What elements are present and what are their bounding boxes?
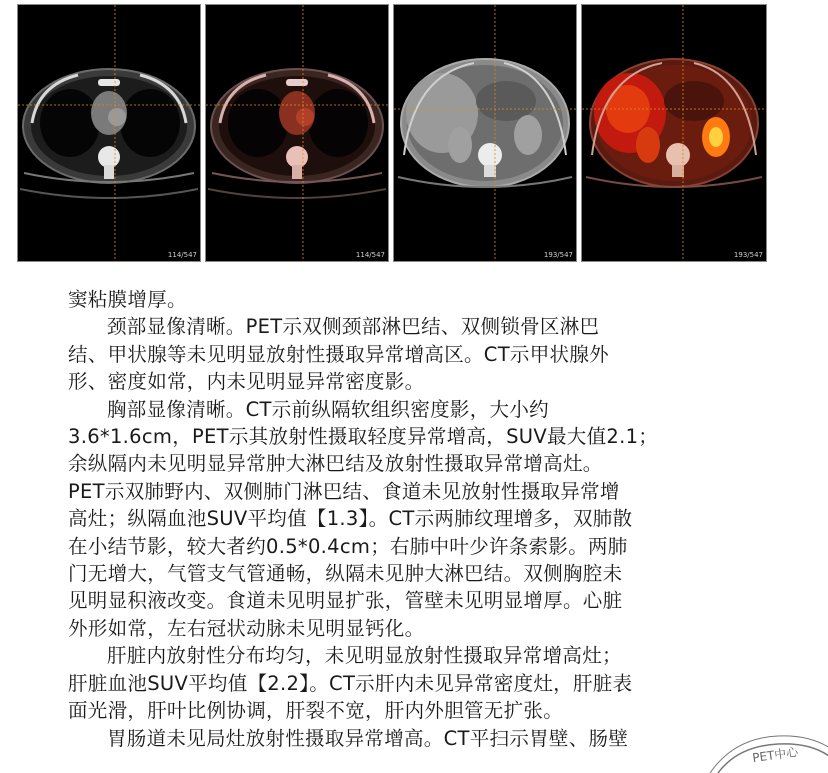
scan-panel-chest-ct[interactable]	[18, 5, 200, 261]
text-line: 胸部显像清晰。CT示前纵隔软组织密度影，大小约	[107, 397, 549, 421]
text-line: 高灶；纵隔血池SUV平均值【1.3】。CT示两肺纹理增多，双肺散	[68, 507, 633, 531]
text-line: 肝脏内放射性分布均匀，未见明显放射性摄取异常增高灶；	[107, 644, 622, 668]
chest-fusion-image	[206, 5, 388, 261]
text-line: 在小结节影，较大者约0.5*0.4cm；右肺中叶少许条索影。两肺	[68, 534, 628, 558]
report-paragraph-liver	[68, 642, 768, 724]
text-line: 胃肠道未见局灶放射性摄取异常增高。CT平扫示胃壁、肠壁	[107, 726, 629, 750]
text-line: 余纵隔内未见明显异常肿大淋巴结及放射性摄取异常增高灶。	[68, 452, 603, 476]
text-line: 外形如常，左右冠状动脉未见明显钙化。	[68, 616, 425, 640]
text-line: 结、甲状腺等未见明显放射性摄取异常增高区。CT示甲状腺外	[68, 342, 609, 366]
abdomen-fusion-image	[582, 5, 766, 261]
scan-image-strip	[18, 5, 788, 261]
text-line: 肝脏血池SUV平均值【2.2】。CT示肝内未见异常密度灶，肝脏表	[68, 671, 633, 695]
scan-panel-chest-fusion[interactable]	[206, 5, 388, 261]
scan-panel-abdomen-ct[interactable]	[394, 5, 576, 261]
scan-panel-abdomen-fusion[interactable]	[582, 5, 766, 261]
text-line: PET示双肺野内、双侧肺门淋巴结、食道未见放射性摄取异常增	[68, 479, 620, 503]
text-line: 颈部显像清晰。PET示双侧颈部淋巴结、双侧锁骨区淋巴	[107, 315, 600, 339]
stamp-seal	[708, 724, 828, 773]
text-line: 面光滑，肝叶比例协调，肝裂不宽，肝内外胆管无扩张。	[68, 699, 564, 723]
text-line: 形、密度如常，内未见明显异常密度影。	[68, 370, 425, 394]
text-line: 3.6*1.6cm，PET示其放射性摄取轻度异常增高，SUV最大值2.1；	[68, 425, 659, 449]
report-paragraph-sinus	[68, 286, 768, 313]
text-line: 门无增大，气管支气管通畅，纵隔未见肿大淋巴结。双侧胸腔未	[68, 562, 623, 586]
slice-counter: 193/547	[733, 251, 763, 259]
report-paragraph-chest	[68, 396, 768, 643]
institution-stamp	[708, 724, 828, 773]
text-line: 窦粘膜增厚。	[68, 288, 187, 311]
report-body	[68, 286, 768, 752]
abdomen-ct-image	[394, 5, 576, 261]
slice-counter: 114/547	[355, 251, 385, 259]
slice-counter: 193/547	[543, 251, 573, 259]
report-paragraph-neck	[68, 313, 768, 395]
stamp-text: PET中心	[751, 744, 800, 766]
text-line: 见明显积液改变。食道未见明显扩张，管壁未见明显增厚。心脏	[68, 589, 623, 613]
report-paragraph-gi	[68, 725, 768, 752]
slice-counter: 114/547	[167, 251, 197, 259]
chest-ct-image	[18, 5, 200, 261]
